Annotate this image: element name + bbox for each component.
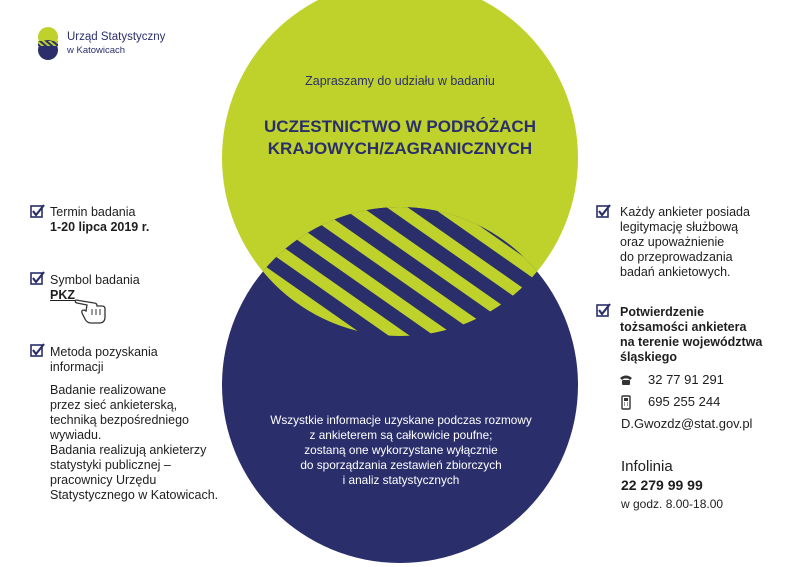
method-desc-line: Statystycznego w Katowicach. [50,488,219,502]
logo-line2: w Katowicach [67,45,126,56]
method-label-line1: Metoda pozyskania [50,345,158,359]
id-info-block [620,205,750,280]
method-desc-line: wywiadu. [50,428,102,442]
phone-number[interactable]: 32 77 91 291 [648,372,724,387]
checkbox-checked-icon [30,271,45,286]
method-desc-line: statystyki publicznej – [50,458,171,472]
infolinia-hours: w godz. 8.00-18.00 [621,497,724,511]
confirm-line: tożsamości ankietera [620,320,747,334]
confid-line: z ankieterem są całkowicie poufne; [309,428,493,442]
method-label [50,345,158,375]
method-description [50,383,218,503]
infolinia-number[interactable]: 22 279 99 99 [621,477,703,493]
infolinia-label: Infolinia [621,458,673,475]
id-line: do przeprowadzania [620,250,733,264]
logo-text [67,31,165,57]
symbol-label: Symbol badania [50,273,140,287]
invite-text: Zapraszamy do udziału w badaniu [305,74,495,88]
confirm-block [620,305,762,365]
term-block [50,205,149,235]
id-line: Każdy ankieter posiada [620,205,750,219]
confid-line: Wszystkie informacje uzyskane podczas rozmowy [270,413,532,427]
title-line2: KRAJOWYCH/ZAGRANICZNYCH [267,139,533,158]
method-desc-line: techniką bezpośredniego [50,413,189,427]
email-link[interactable]: D.Gwozdz@stat.gov.pl [621,416,753,431]
confirm-line: śląskiego [620,350,677,364]
method-label-line2: informacji [50,360,104,374]
confid-line: zostaną one wykorzystane wyłącznie [304,443,498,457]
logo-line1: Urząd Statystyczny [67,31,166,43]
checkbox-checked-icon [30,204,45,219]
id-line: badań ankietowych. [620,265,731,279]
symbol-value: PKZ [50,288,75,302]
method-desc-line: Badanie realizowane [50,383,167,397]
id-line: oraz upoważnienie [620,235,725,249]
mobile-number[interactable]: 695 255 244 [648,394,721,409]
method-desc-line: pracownicy Urzędu [50,473,157,487]
logo [33,24,183,68]
mobile-phone-icon [621,395,631,410]
term-label: Termin badania [50,205,136,219]
survey-title [220,116,580,160]
confid-line: i analiz statystycznych [342,473,460,487]
confirm-line: Potwierdzenie [620,305,705,319]
checkbox-checked-icon [596,204,611,219]
id-line: legitymację służbową [620,220,739,234]
method-desc-line: Badania realizują ankieterzy [50,443,207,457]
method-desc-line: przez sieć ankieterską, [50,398,178,412]
logo-circle-icon [33,26,63,62]
title-line1: UCZESTNICTWO W PODRÓŻACH [264,117,536,136]
checkbox-checked-icon [30,343,45,358]
pointing-hand-icon [74,291,110,325]
checkbox-checked-icon [596,303,611,318]
confidentiality-text [236,413,566,488]
confid-line: do sporządzania zestawień zbiorczych [300,458,502,472]
term-value: 1-20 lipca 2019 r. [50,220,150,234]
phone-icon [619,374,633,386]
confirm-line: na terenie województwa [620,335,763,349]
